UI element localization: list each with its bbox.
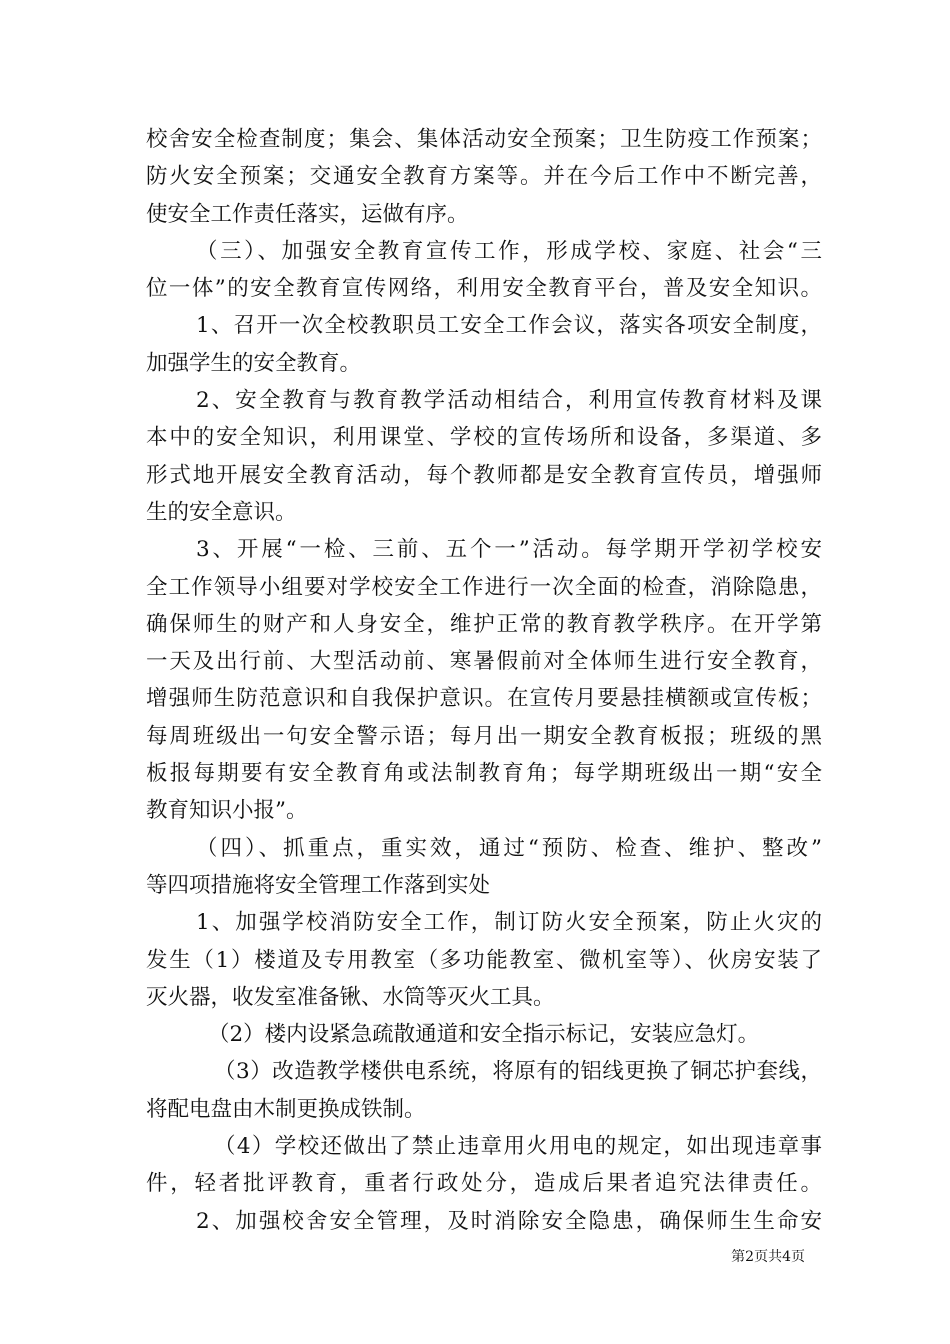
text-line: 使安全工作责任落实，运做有序。 — [146, 201, 469, 227]
text-line: 全工作领导小组要对学校安全工作进行一次全面的检查，消除隐患， — [146, 574, 822, 600]
sub-item-2: （2）楼内设紧急疏散通道和安全指示标记，安装应急灯。 — [208, 1022, 760, 1048]
text-line: 灭火器，收发室准备锹、水筒等灭火工具。 — [146, 984, 555, 1010]
text-line: 校舍安全检查制度；集会、集体活动安全预案；卫生防疫工作预案； — [146, 127, 822, 152]
text-line: 一天及出行前、大型活动前、寒暑假前对全体师生进行安全教育， — [146, 649, 822, 675]
text-line: 等四项措施将安全管理工作落到实处 — [146, 872, 491, 898]
document-body — [146, 121, 822, 1240]
text-line: 生的安全意识。 — [146, 499, 297, 525]
sub-item-3: （3）改造教学楼供电系统，将原有的铝线更换了铜芯护套线， — [214, 1059, 822, 1085]
text-line: 防火安全预案；交通安全教育方案等。并在今后工作中不断完善， — [146, 164, 822, 190]
text-line: 位一体”的安全教育宣传网络，利用安全教育平台，普及安全知识。 — [146, 276, 822, 302]
text-line: 将配电盘由木制更换成铁制。 — [146, 1096, 426, 1122]
text-line: 教育知识小报”。 — [146, 798, 308, 824]
list-item-building-safety: 2、加强校舍安全管理，及时消除安全隐患，确保师生生命安 — [196, 1208, 822, 1234]
section-heading-4: （四）、抓重点，重实效，通过“预防、检查、维护、整改” — [196, 835, 822, 861]
text-line: 本中的安全知识，利用课堂、学校的宣传场所和设备，多渠道、多 — [146, 425, 822, 451]
page-number: 第2页共4页 — [731, 1249, 805, 1265]
text-line: 件，轻者批评教育，重者行政处分，造成后果者追究法律责任。 — [146, 1171, 822, 1197]
list-item-3: 3、开展“一检、三前、五个一”活动。每学期开学初学校安 — [196, 537, 822, 563]
list-item-2: 2、安全教育与教育教学活动相结合，利用宣传教育材料及课 — [196, 388, 822, 414]
list-item-fire-safety: 1、加强学校消防安全工作，制订防火安全预案，防止火灾的 — [196, 910, 822, 936]
text-line: 增强师生防范意识和自我保护意识。在宣传月要悬挂横额或宣传板； — [146, 686, 822, 712]
list-item-1: 1、召开一次全校教职员工安全工作会议，落实各项安全制度， — [196, 313, 822, 339]
text-line: 确保师生的财产和人身安全，维护正常的教育教学秩序。在开学第 — [146, 611, 822, 637]
text-line: 每周班级出一句安全警示语；每月出一期安全教育板报；班级的黑 — [146, 723, 822, 749]
text-line: 加强学生的安全教育。 — [146, 350, 362, 376]
text-line: 形式地开展安全教育活动，每个教师都是安全教育宣传员，增强师 — [146, 462, 822, 488]
section-heading-3: （三）、加强安全教育宣传工作，形成学校、家庭、社会“三 — [196, 238, 822, 264]
text-line: 发生（1）楼道及专用教室（多功能教室、微机室等）、伙房安装了 — [146, 947, 822, 973]
sub-item-4: （4）学校还做出了禁止违章用火用电的规定，如出现违章事 — [214, 1134, 822, 1160]
text-line: 板报每期要有安全教育角或法制教育角；每学期班级出一期“安全 — [146, 761, 822, 787]
